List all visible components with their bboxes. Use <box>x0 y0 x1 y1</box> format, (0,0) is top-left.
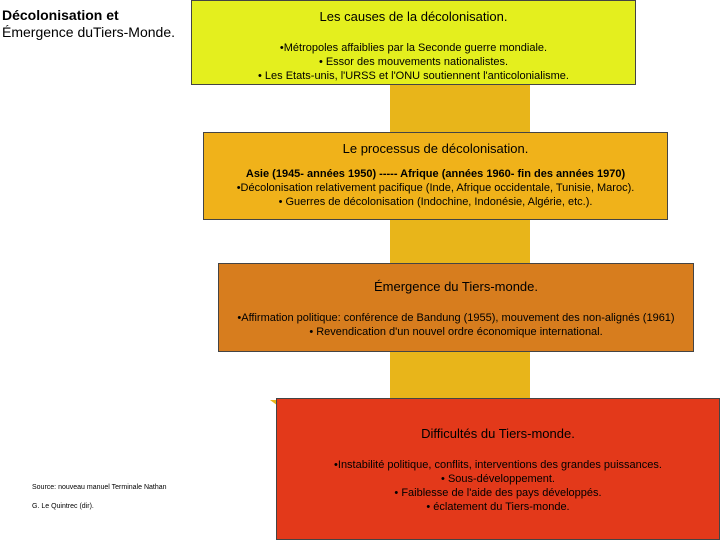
source-line-2: G. Le Quintrec (dir). <box>32 503 94 510</box>
processus-line: • Guerres de décolonisation (Indochine, Indonésie, Algérie, etc.). <box>278 196 593 208</box>
processus-line: Asie (1945- années 1950) ----- Afrique (années 1960- fin des années 1970) <box>245 168 626 180</box>
causes-box <box>191 0 636 85</box>
processus-body <box>204 167 667 209</box>
difficultes-line: • Sous-développement. <box>441 473 555 485</box>
emergence-header: Émergence du Tiers-monde. <box>373 279 539 294</box>
causes-line: •Métropoles affaiblies par la Seconde guerre mondiale. <box>279 42 548 54</box>
emergence-box <box>218 263 694 352</box>
source-line-1: Source: nouveau manuel Terminale Nathan <box>32 484 167 491</box>
title-line-2: Émergence duTiers-Monde. <box>2 24 176 40</box>
page-title <box>2 7 192 41</box>
emergence-body <box>219 311 693 339</box>
difficultes-line: • Faiblesse de l'aide des pays développés. <box>394 487 602 499</box>
processus-box <box>203 132 668 220</box>
processus-line: •Décolonisation relativement pacifique (Inde, Afrique occidentale, Tunisie, Maroc). <box>236 182 635 194</box>
emergence-line: •Affirmation politique: conférence de Bandung (1955), mouvement des non-alignés (1961) <box>237 312 675 324</box>
causes-line: • Essor des mouvements nationalistes. <box>318 56 509 68</box>
title-line-1: Décolonisation et <box>2 7 119 23</box>
difficultes-line: •Instabilité politique, conflits, interventions des grandes puissances. <box>334 459 662 471</box>
difficultes-line: • éclatement du Tiers-monde. <box>426 501 570 513</box>
causes-header: Les causes de la décolonisation. <box>319 9 508 24</box>
processus-header: Le processus de décolonisation. <box>342 141 529 156</box>
difficultes-box <box>276 398 720 540</box>
emergence-line: • Revendication d'un nouvel ordre économique international. <box>309 326 603 338</box>
causes-line: • Les Etats-unis, l'URSS et l'ONU soutiennent l'anticolonialisme. <box>258 70 569 82</box>
causes-body <box>192 41 635 83</box>
difficultes-body <box>277 458 719 514</box>
difficultes-header: Difficultés du Tiers-monde. <box>421 426 575 441</box>
